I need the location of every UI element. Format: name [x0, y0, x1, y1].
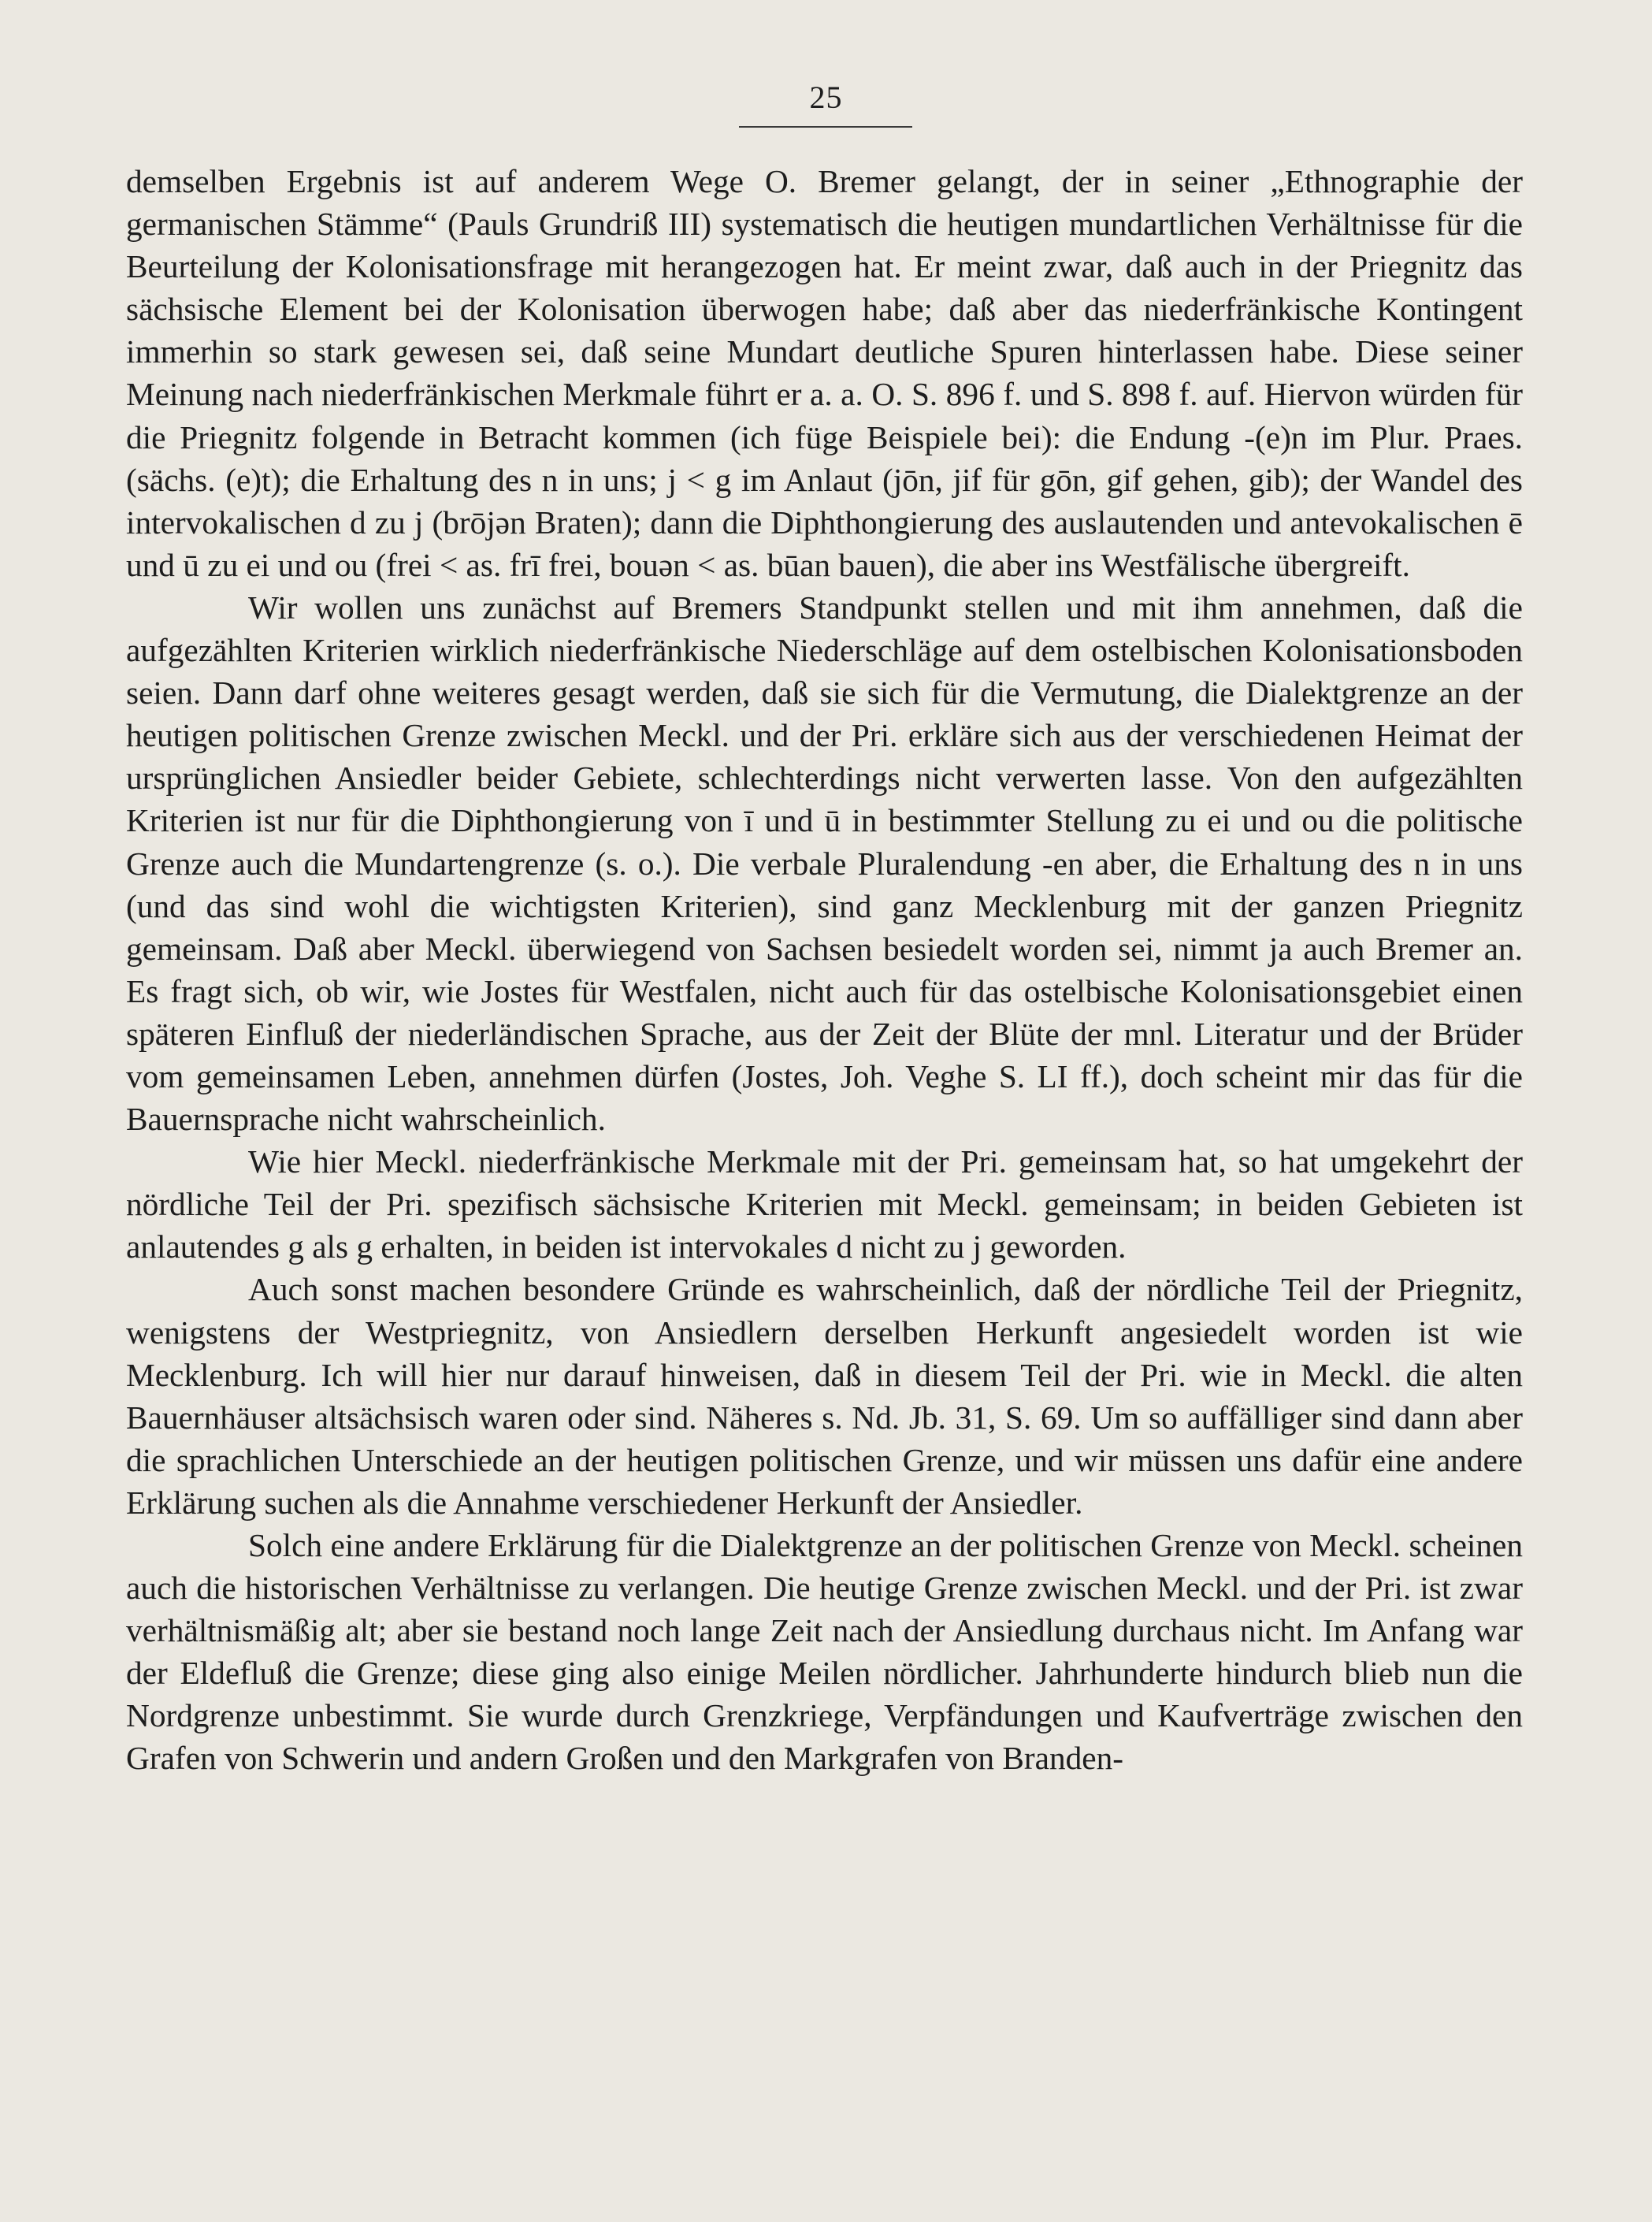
body-text [126, 160, 1523, 1780]
paragraph-2: Wir wollen uns zunächst auf Bremers Standpunkt stellen und mit ihm annehmen, daß die aufgezählten Kriterien wirklich niederfränkische Niederschläge auf dem ostelbischen Kolonisationsboden seien. Dann darf ohne weiteres gesagt werden, daß sie sich für die Vermutung, die Dialektgrenze an der heutigen politischen Grenze zwischen Meckl. und der Pri. erkläre sich aus der verschiedenen Heimat der ursprünglichen Ansiedler beider Gebiete, schlechterdings nicht verwerten lasse. Von den aufgezählten Kriterien ist nur für die Diphthongierung von ī und ū in bestimmter Stellung zu ei und ou die politische Grenze auch die Mundartengrenze (s. o.). Die verbale Pluralendung -en aber, die Erhaltung des n in uns (und das sind wohl die wichtigsten Kriterien), sind ganz Mecklenburg mit der ganzen Priegnitz gemeinsam. Daß aber Meckl. überwiegend von Sachsen besiedelt worden sei, nimmt ja auch Bremer an. Es fragt sich, ob wir, wie Jostes für Westfalen, nicht auch für das ostelbische Kolonisationsgebiet einen späteren Einfluß der niederländischen Sprache, aus der Zeit der Blüte der mnl. Literatur und der Brüder vom gemeinsamen Leben, annehmen dürfen (Jostes, Joh. Veghe S. LI ff.), doch scheint mir das für die Bauernsprache nicht wahrscheinlich. [126, 589, 1523, 1138]
paragraph-5: Solch eine andere Erklärung für die Dialektgrenze an der politischen Grenze von Meckl. scheinen auch die historischen Verhältnisse zu verlangen. Die heutige Grenze zwischen Meckl. und der Pri. ist zwar verhältnismäßig alt; aber sie bestand noch lange Zeit nach der Ansiedlung durchaus nicht. Im Anfang war der Eldefluß die Grenze; diese ging also einige Meilen nördlicher. Jahrhunderte hindurch blieb nun die Nordgrenze unbestimmt. Sie wurde durch Grenzkriege, Verpfändungen und Kaufverträge zwischen den Grafen von Schwerin und andern Großen und den Markgrafen von Branden- [126, 1527, 1523, 1777]
page-number: 25 [809, 80, 843, 115]
paragraph-3: Wie hier Meckl. niederfränkische Merkmale mit der Pri. gemeinsam hat, so hat umgekehrt der nördliche Teil der Pri. spezifisch sächsische Kriterien mit Meckl. gemeinsam; in beiden Gebieten ist anlautendes g als g erhalten, in beiden ist intervokales d nicht zu j geworden. [126, 1143, 1523, 1265]
paragraph-1: demselben Ergebnis ist auf anderem Wege O. Bremer gelangt, der in seiner „Ethnographie der germanischen Stämme“ (Pauls Grundriß III) systematisch die heutigen mundartlichen Verhältnisse für die Beurteilung der Kolonisationsfrage mit herangezogen hat. Er meint zwar, daß auch in der Priegnitz das sächsische Element bei der Kolonisation überwogen habe; daß aber das niederfränkische Kontingent immerhin so stark gewesen sei, daß seine Mundart deutliche Spuren hinterlassen habe. Diese seiner Meinung nach niederfränkischen Merkmale führt er a. a. O. S. 896 f. und S. 898 f. auf. Hiervon würden für die Priegnitz folgende in Betracht kommen (ich füge Beispiele bei): die Endung -(e)n im Plur. Praes. (sächs. (e)t); die Erhaltung des n in uns; j < g im Anlaut (jōn, jif für gōn, gif gehen, gib); der Wandel des intervokalischen d zu j (brōjən Braten); dann die Diphthongierung des auslautenden und antevokalischen ē und ū zu ei und ou (frei < as. frī frei, bouən < as. būan bauen), die aber ins Westfälische übergreift. [126, 163, 1523, 583]
paragraph-4: Auch sonst machen besondere Gründe es wahrscheinlich, daß der nördliche Teil der Priegnitz, wenigstens der Westpriegnitz, von Ansiedlern derselben Herkunft angesiedelt worden ist wie Mecklenburg. Ich will hier nur darauf hinweisen, daß in diesem Teil der Pri. wie in Meckl. die alten Bauernhäuser altsächsisch waren oder sind. Näheres s. Nd. Jb. 31, S. 69. Um so auffälliger sind dann aber die sprachlichen Unterschiede an der heutigen politischen Grenze, und wir müssen uns dafür eine andere Erklärung suchen als die Annahme verschiedener Herkunft der Ansiedler. [126, 1271, 1523, 1521]
header-rule [739, 126, 912, 128]
